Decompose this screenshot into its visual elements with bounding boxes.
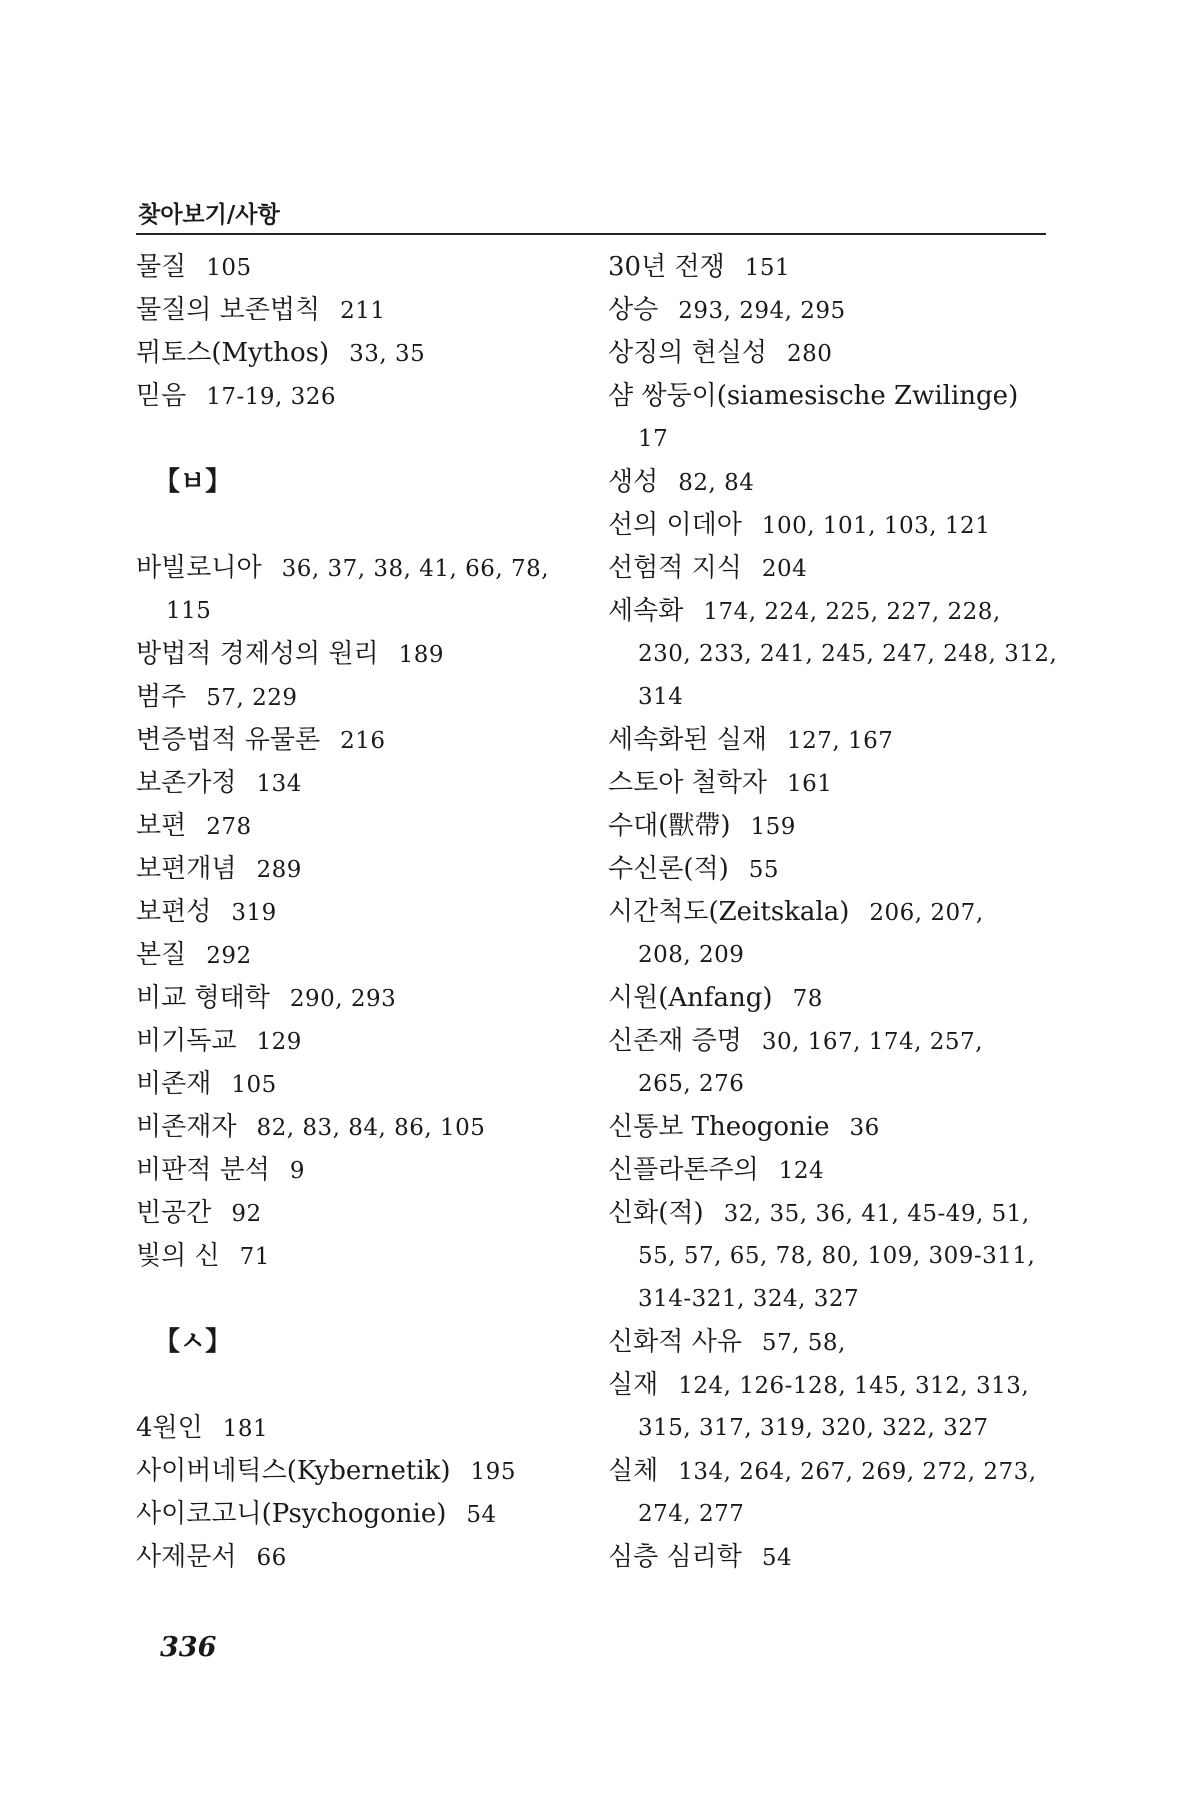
index-pages-continued: 314 — [638, 684, 684, 710]
index-entry — [608, 1321, 1053, 1364]
index-pages: 66 — [256, 1545, 287, 1571]
index-term: 범주 — [136, 682, 187, 712]
index-term: 변증법적 유물론 — [136, 725, 321, 755]
index-pages: 174, 224, 225, 227, 228, — [703, 599, 1001, 625]
index-term: 심층 심리학 — [608, 1542, 742, 1572]
index-term: 보편 — [136, 811, 187, 841]
index-pages: 55 — [748, 857, 780, 883]
index-term: 시간척도(Zeitskala) — [608, 897, 850, 927]
index-pages: 134 — [256, 771, 302, 797]
index-entry — [608, 719, 1053, 762]
index-term: 세속화 — [608, 596, 684, 626]
index-pages-continued: 274, 277 — [638, 1501, 745, 1527]
index-term: 사이코고니(Psychogonie) — [136, 1499, 447, 1529]
index-entry — [608, 246, 1053, 289]
index-pages: 71 — [239, 1244, 270, 1270]
index-term: 상승 — [608, 295, 659, 325]
index-pages: 105 — [231, 1072, 277, 1098]
index-pages-continued: 230, 233, 241, 245, 247, 248, 312, — [638, 641, 1058, 667]
index-pages: 54 — [466, 1502, 497, 1528]
index-term: 선험적 지식 — [608, 553, 742, 583]
index-term: 실재 — [608, 1370, 659, 1400]
index-pages: 151 — [744, 255, 791, 281]
header-rule — [136, 233, 1046, 235]
index-entry — [136, 719, 606, 762]
index-entry — [136, 1493, 606, 1536]
index-term: 신화(적) — [608, 1198, 704, 1228]
index-pages-continued: 17 — [638, 426, 669, 452]
page-title: 찾아보기/사항 — [138, 202, 280, 228]
index-term: 4원인 — [136, 1413, 203, 1443]
index-pages: 134, 264, 267, 269, 272, 273, — [678, 1459, 1037, 1485]
section-heading: 【ㅅ】 — [154, 1327, 232, 1357]
index-pages: 290, 293 — [289, 986, 397, 1012]
index-term: 비판적 분석 — [136, 1155, 270, 1185]
index-term: 사제문서 — [136, 1542, 237, 1572]
index-term: 물질의 보존법칙 — [136, 295, 321, 325]
spacer — [136, 418, 606, 461]
index-pages: 82, 84 — [678, 470, 755, 496]
index-pages: 280 — [786, 341, 833, 367]
index-pages-continued: 265, 276 — [638, 1071, 745, 1097]
index-pages: 293, 294, 295 — [678, 298, 846, 324]
index-term: 비기독교 — [136, 1026, 237, 1056]
index-pages: 204 — [761, 556, 808, 582]
index-pages: 36, 37, 38, 41, 66, 78, — [281, 556, 550, 582]
index-entry — [136, 977, 606, 1020]
index-entry — [608, 1192, 1053, 1235]
index-term: 샴 쌍둥이(siamesische Zwilinge) — [608, 381, 1019, 411]
index-term: 선의 이데아 — [608, 510, 742, 540]
index-pages: 105 — [206, 255, 252, 281]
index-entry — [136, 547, 606, 590]
index-pages: 57, 229 — [206, 685, 298, 711]
index-entry — [608, 1364, 1053, 1407]
index-term: 신화적 사유 — [608, 1327, 742, 1357]
index-term: 사이버네틱스(Kybernetik) — [136, 1456, 451, 1486]
index-pages: 17-19, 326 — [206, 384, 337, 410]
section-heading: 【ㅂ】 — [154, 467, 232, 497]
index-entry — [136, 1407, 606, 1450]
index-pages: 289 — [256, 857, 302, 883]
index-term: 본질 — [136, 940, 187, 970]
index-column-right — [608, 246, 1058, 1579]
index-pages: 124, 126-128, 145, 312, 313, — [678, 1373, 1030, 1399]
index-entry — [136, 633, 606, 676]
index-entry — [136, 1450, 606, 1493]
index-term: 보존가정 — [136, 768, 237, 798]
index-entry — [608, 1450, 1053, 1493]
index-entry — [608, 848, 1053, 891]
index-entry — [136, 934, 606, 977]
index-entry — [136, 805, 606, 848]
index-term: 빈공간 — [136, 1198, 212, 1228]
index-term: 신존재 증명 — [608, 1026, 742, 1056]
index-term: 실체 — [608, 1456, 659, 1486]
index-pages: 181 — [222, 1416, 269, 1442]
index-entry — [608, 891, 1053, 934]
index-pages: 92 — [231, 1201, 262, 1227]
index-pages: 127, 167 — [786, 728, 894, 754]
index-pages: 159 — [750, 814, 796, 840]
index-entry — [136, 676, 606, 719]
index-term: 물질 — [136, 252, 187, 282]
index-entry — [136, 1235, 606, 1278]
index-pages: 30, 167, 174, 257, — [761, 1029, 984, 1055]
index-pages: 206, 207, — [869, 900, 984, 926]
index-entry — [136, 1106, 606, 1149]
index-entry — [136, 762, 606, 805]
page-number: 336 — [160, 1632, 217, 1663]
index-term: 보편개념 — [136, 854, 237, 884]
index-entry — [608, 375, 1053, 418]
index-entry — [608, 547, 1053, 590]
index-pages-continued: 55, 57, 65, 78, 80, 109, 309-311, — [638, 1243, 1036, 1269]
index-entry — [608, 1020, 1053, 1063]
index-term: 스토아 철학자 — [608, 768, 767, 798]
index-pages: 36 — [849, 1115, 880, 1141]
index-pages: 216 — [340, 728, 386, 754]
index-entry — [136, 891, 606, 934]
index-term: 신플라톤주의 — [608, 1155, 759, 1185]
index-term: 뮈토스(Mythos) — [136, 338, 330, 368]
index-term: 세속화된 실재 — [608, 725, 767, 755]
index-pages: 82, 83, 84, 86, 105 — [256, 1115, 486, 1141]
index-term: 빛의 신 — [136, 1241, 220, 1271]
index-pages: 9 — [289, 1158, 305, 1184]
index-pages: 211 — [340, 298, 386, 324]
index-entry — [136, 1063, 606, 1106]
index-entry — [136, 375, 606, 418]
index-pages: 78 — [792, 986, 823, 1012]
index-term: 방법적 경제성의 원리 — [136, 639, 379, 669]
index-pages: 195 — [470, 1459, 516, 1485]
index-pages-continued: 115 — [166, 598, 212, 624]
index-pages: 32, 35, 36, 41, 45-49, 51, — [723, 1201, 1030, 1227]
index-pages: 100, 101, 103, 121 — [761, 513, 991, 539]
index-term: 시원(Anfang) — [608, 983, 773, 1013]
index-term: 신통보 Theogonie — [608, 1112, 830, 1142]
index-pages: 189 — [398, 642, 444, 668]
index-entry — [608, 504, 1053, 547]
index-term: 비존재 — [136, 1069, 212, 1099]
index-pages: 278 — [206, 814, 252, 840]
index-entry — [608, 289, 1053, 332]
index-pages: 319 — [231, 900, 277, 926]
index-entry — [136, 1020, 606, 1063]
index-pages: 57, 58, — [761, 1330, 846, 1356]
index-term: 생성 — [608, 467, 659, 497]
index-term: 바빌로니아 — [136, 553, 262, 583]
spacer — [136, 504, 606, 547]
index-term: 비존재자 — [136, 1112, 237, 1142]
index-entry — [608, 805, 1053, 848]
index-entry — [608, 1106, 1053, 1149]
index-term: 비교 형태학 — [136, 983, 270, 1013]
index-entry — [608, 332, 1053, 375]
index-pages: 33, 35 — [349, 341, 426, 367]
index-entry — [136, 289, 606, 332]
index-entry — [136, 332, 606, 375]
index-pages-continued: 314-321, 324, 327 — [638, 1286, 860, 1312]
spacer — [136, 1278, 606, 1321]
index-term: 수신론(적) — [608, 854, 729, 884]
index-entry — [136, 1149, 606, 1192]
index-term: 수대(獸帶) — [608, 811, 731, 841]
index-entry — [608, 590, 1053, 633]
index-column-left — [136, 246, 606, 1579]
index-pages: 292 — [206, 943, 252, 969]
index-pages: 124 — [778, 1158, 825, 1184]
index-pages: 161 — [786, 771, 833, 797]
index-entry — [136, 1192, 606, 1235]
index-pages: 129 — [256, 1029, 302, 1055]
index-entry — [608, 1149, 1053, 1192]
spacer — [136, 1364, 606, 1407]
index-entry — [136, 1536, 606, 1579]
index-term: 보편성 — [136, 897, 212, 927]
index-pages: 54 — [761, 1545, 793, 1571]
index-entry — [608, 461, 1053, 504]
index-term: 30년 전쟁 — [608, 252, 725, 282]
index-term: 상징의 현실성 — [608, 338, 767, 368]
index-pages-continued: 208, 209 — [638, 942, 745, 968]
index-entry — [136, 848, 606, 891]
index-entry — [136, 246, 606, 289]
index-entry — [608, 762, 1053, 805]
index-term: 믿음 — [136, 381, 187, 411]
index-entry — [608, 1536, 1053, 1579]
index-entry — [608, 977, 1053, 1020]
index-pages-continued: 315, 317, 319, 320, 322, 327 — [638, 1415, 989, 1441]
